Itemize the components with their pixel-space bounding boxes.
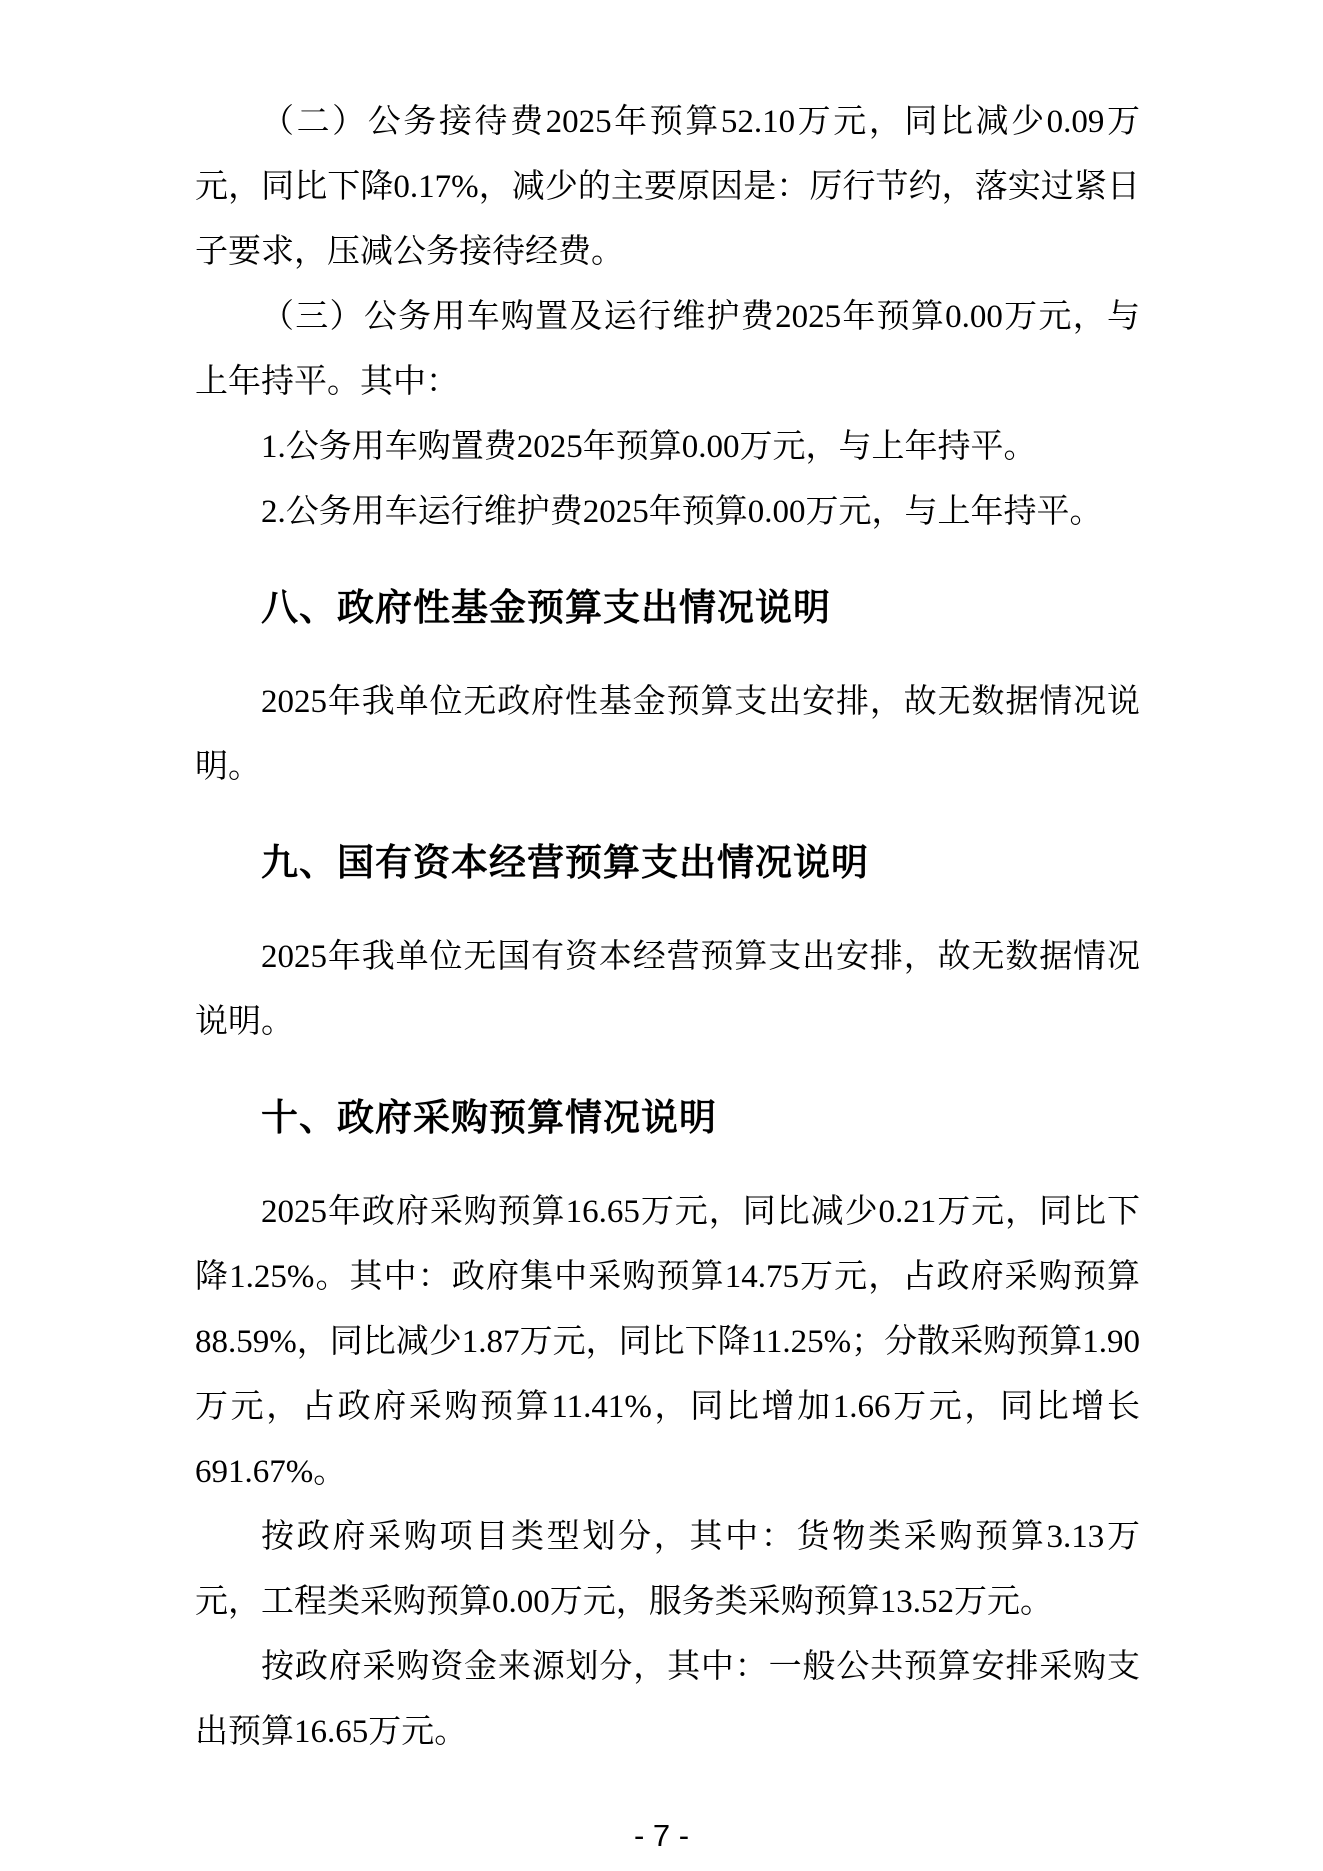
paragraph-procurement-by-source: 按政府采购资金来源划分，其中：一般公共预算安排采购支出预算16.65万元。 bbox=[195, 1649, 1140, 1750]
heading-section-8-gov-fund-budget: 八、政府性基金预算支出情况说明 bbox=[261, 587, 831, 628]
paragraph-vehicle-purchase: 1.公务用车购置费2025年预算0.00万元，与上年持平。 bbox=[261, 429, 1037, 465]
paragraph-vehicle-maintenance: 2.公务用车运行维护费2025年预算0.00万元，与上年持平。 bbox=[261, 494, 1103, 530]
heading-section-10-procurement-budget: 十、政府采购预算情况说明 bbox=[261, 1097, 717, 1138]
paragraph-state-capital-budget: 2025年我单位无国有资本经营预算支出安排，故无数据情况说明。 bbox=[195, 939, 1140, 1040]
document-body bbox=[195, 90, 1140, 1765]
paragraph-official-reception-expense: （二）公务接待费2025年预算52.10万元，同比减少0.09万元，同比下降0.17%，减少的主要原因是：厉行节约，落实过紧日子要求，压减公务接待经费。 bbox=[195, 104, 1140, 270]
paragraph-official-vehicle-expense: （三）公务用车购置及运行维护费2025年预算0.00万元，与上年持平。其中： bbox=[195, 299, 1140, 400]
paragraph-procurement-overview: 2025年政府采购预算16.65万元，同比减少0.21万元，同比下降1.25%。其中：政府集中采购预算14.75万元，占政府采购预算88.59%，同比减少1.87万元，同比下降11.25%；分散采购预算1.90万元，占政府采购预算11.41%，同比增加1.66万元，同比增长691.67%。 bbox=[195, 1194, 1140, 1490]
heading-section-9-state-capital-budget: 九、国有资本经营预算支出情况说明 bbox=[261, 842, 869, 883]
paragraph-gov-fund-budget: 2025年我单位无政府性基金预算支出安排，故无数据情况说明。 bbox=[195, 684, 1140, 785]
paragraph-procurement-by-type: 按政府采购项目类型划分，其中：货物类采购预算3.13万元，工程类采购预算0.00万元，服务类采购预算13.52万元。 bbox=[195, 1519, 1140, 1620]
page-number: - 7 - bbox=[633, 1818, 690, 1853]
